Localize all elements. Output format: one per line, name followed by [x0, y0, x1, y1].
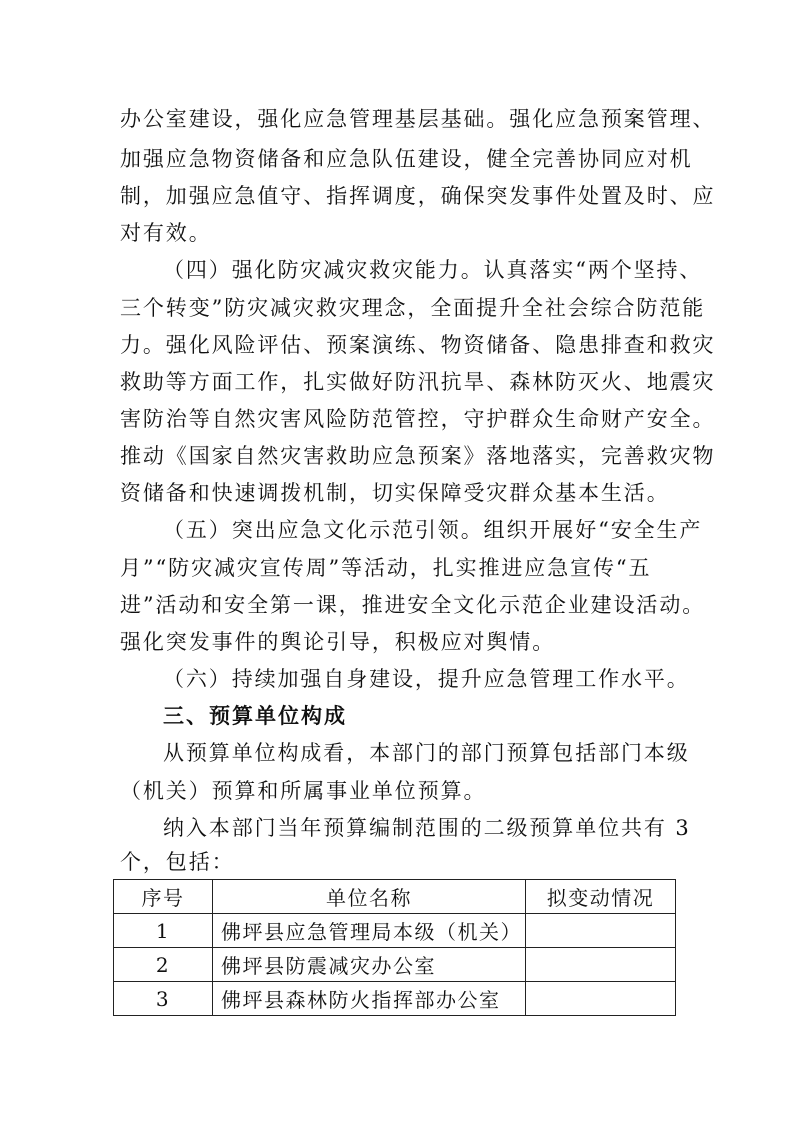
row-index: 1 [114, 914, 213, 948]
paragraph-line: 月”“防灾减灾宣传周”等活动，扎实推进应急宣传“五 [120, 556, 652, 580]
unit-name: 佛坪县防震减灾办公室 [213, 948, 526, 982]
paragraph-line: （四）强化防灾减灾救灾能力。认真落实“两个坚持、 [163, 258, 703, 282]
unit-name: 佛坪县应急管理局本级（机关） [213, 914, 526, 948]
paragraph-line: 推动《国家自然灾害救助应急预案》落地落实，完善救灾物 [120, 444, 716, 468]
paragraph-line: 强化突发事件的舆论引导，积极应对舆情。 [120, 630, 556, 654]
paragraph-line: 纳入本部门当年预算编制范围的二级预算单位共有 3 [163, 816, 691, 840]
table-row [114, 948, 676, 982]
change-status [526, 982, 676, 1016]
paragraph-line: 力。强化风险评估、预案演练、物资储备、隐患排查和救灾 [120, 333, 716, 357]
paragraph-line: 资储备和快速调拨机制，切实保障受灾群众基本生活。 [120, 481, 670, 505]
paragraph-line: （六）持续加强自身建设，提升应急管理工作水平。 [163, 667, 690, 691]
paragraph-line: 个，包括： [120, 850, 235, 874]
table-row [114, 914, 676, 948]
paragraph-line: 加强应急物资储备和应急队伍建设，健全完善协同应对机 [120, 147, 693, 171]
column-header-index: 序号 [114, 880, 213, 914]
table-header-row [114, 880, 676, 914]
paragraph-line: 对有效。 [120, 221, 212, 245]
paragraph-line: （五）突出应急文化示范引领。组织开展好“安全生产 [163, 518, 703, 542]
table-row [114, 982, 676, 1016]
paragraph-line: 进”活动和安全第一课，推进安全文化示范企业建设活动。 [120, 593, 706, 617]
paragraph-line: 办公室建设，强化应急管理基层基础。强化应急预案管理、 [120, 107, 716, 131]
unit-name: 佛坪县森林防火指挥部办公室 [213, 982, 526, 1016]
paragraph-line: 害防治等自然灾害风险防范管控，守护群众生命财产安全。 [120, 407, 716, 431]
paragraph-line: 三个转变”防灾减灾救灾理念，全面提升全社会综合防范能 [120, 296, 706, 320]
change-status [526, 948, 676, 982]
section-heading: 三、预算单位构成 [163, 704, 347, 728]
change-status [526, 914, 676, 948]
row-index: 2 [114, 948, 213, 982]
budget-units-table [113, 879, 676, 1016]
paragraph-line: 从预算单位构成看，本部门的部门预算包括部门本级 [163, 741, 690, 765]
column-header-unit-name: 单位名称 [213, 880, 526, 914]
paragraph-line: （机关）预算和所属事业单位预算。 [120, 779, 487, 803]
column-header-change: 拟变动情况 [526, 880, 676, 914]
paragraph-line: 救助等方面工作，扎实做好防汛抗旱、森林防灭火、地震灾 [120, 370, 716, 394]
row-index: 3 [114, 982, 213, 1016]
paragraph-line: 制，加强应急值守、指挥调度，确保突发事件处置及时、应 [120, 184, 716, 208]
